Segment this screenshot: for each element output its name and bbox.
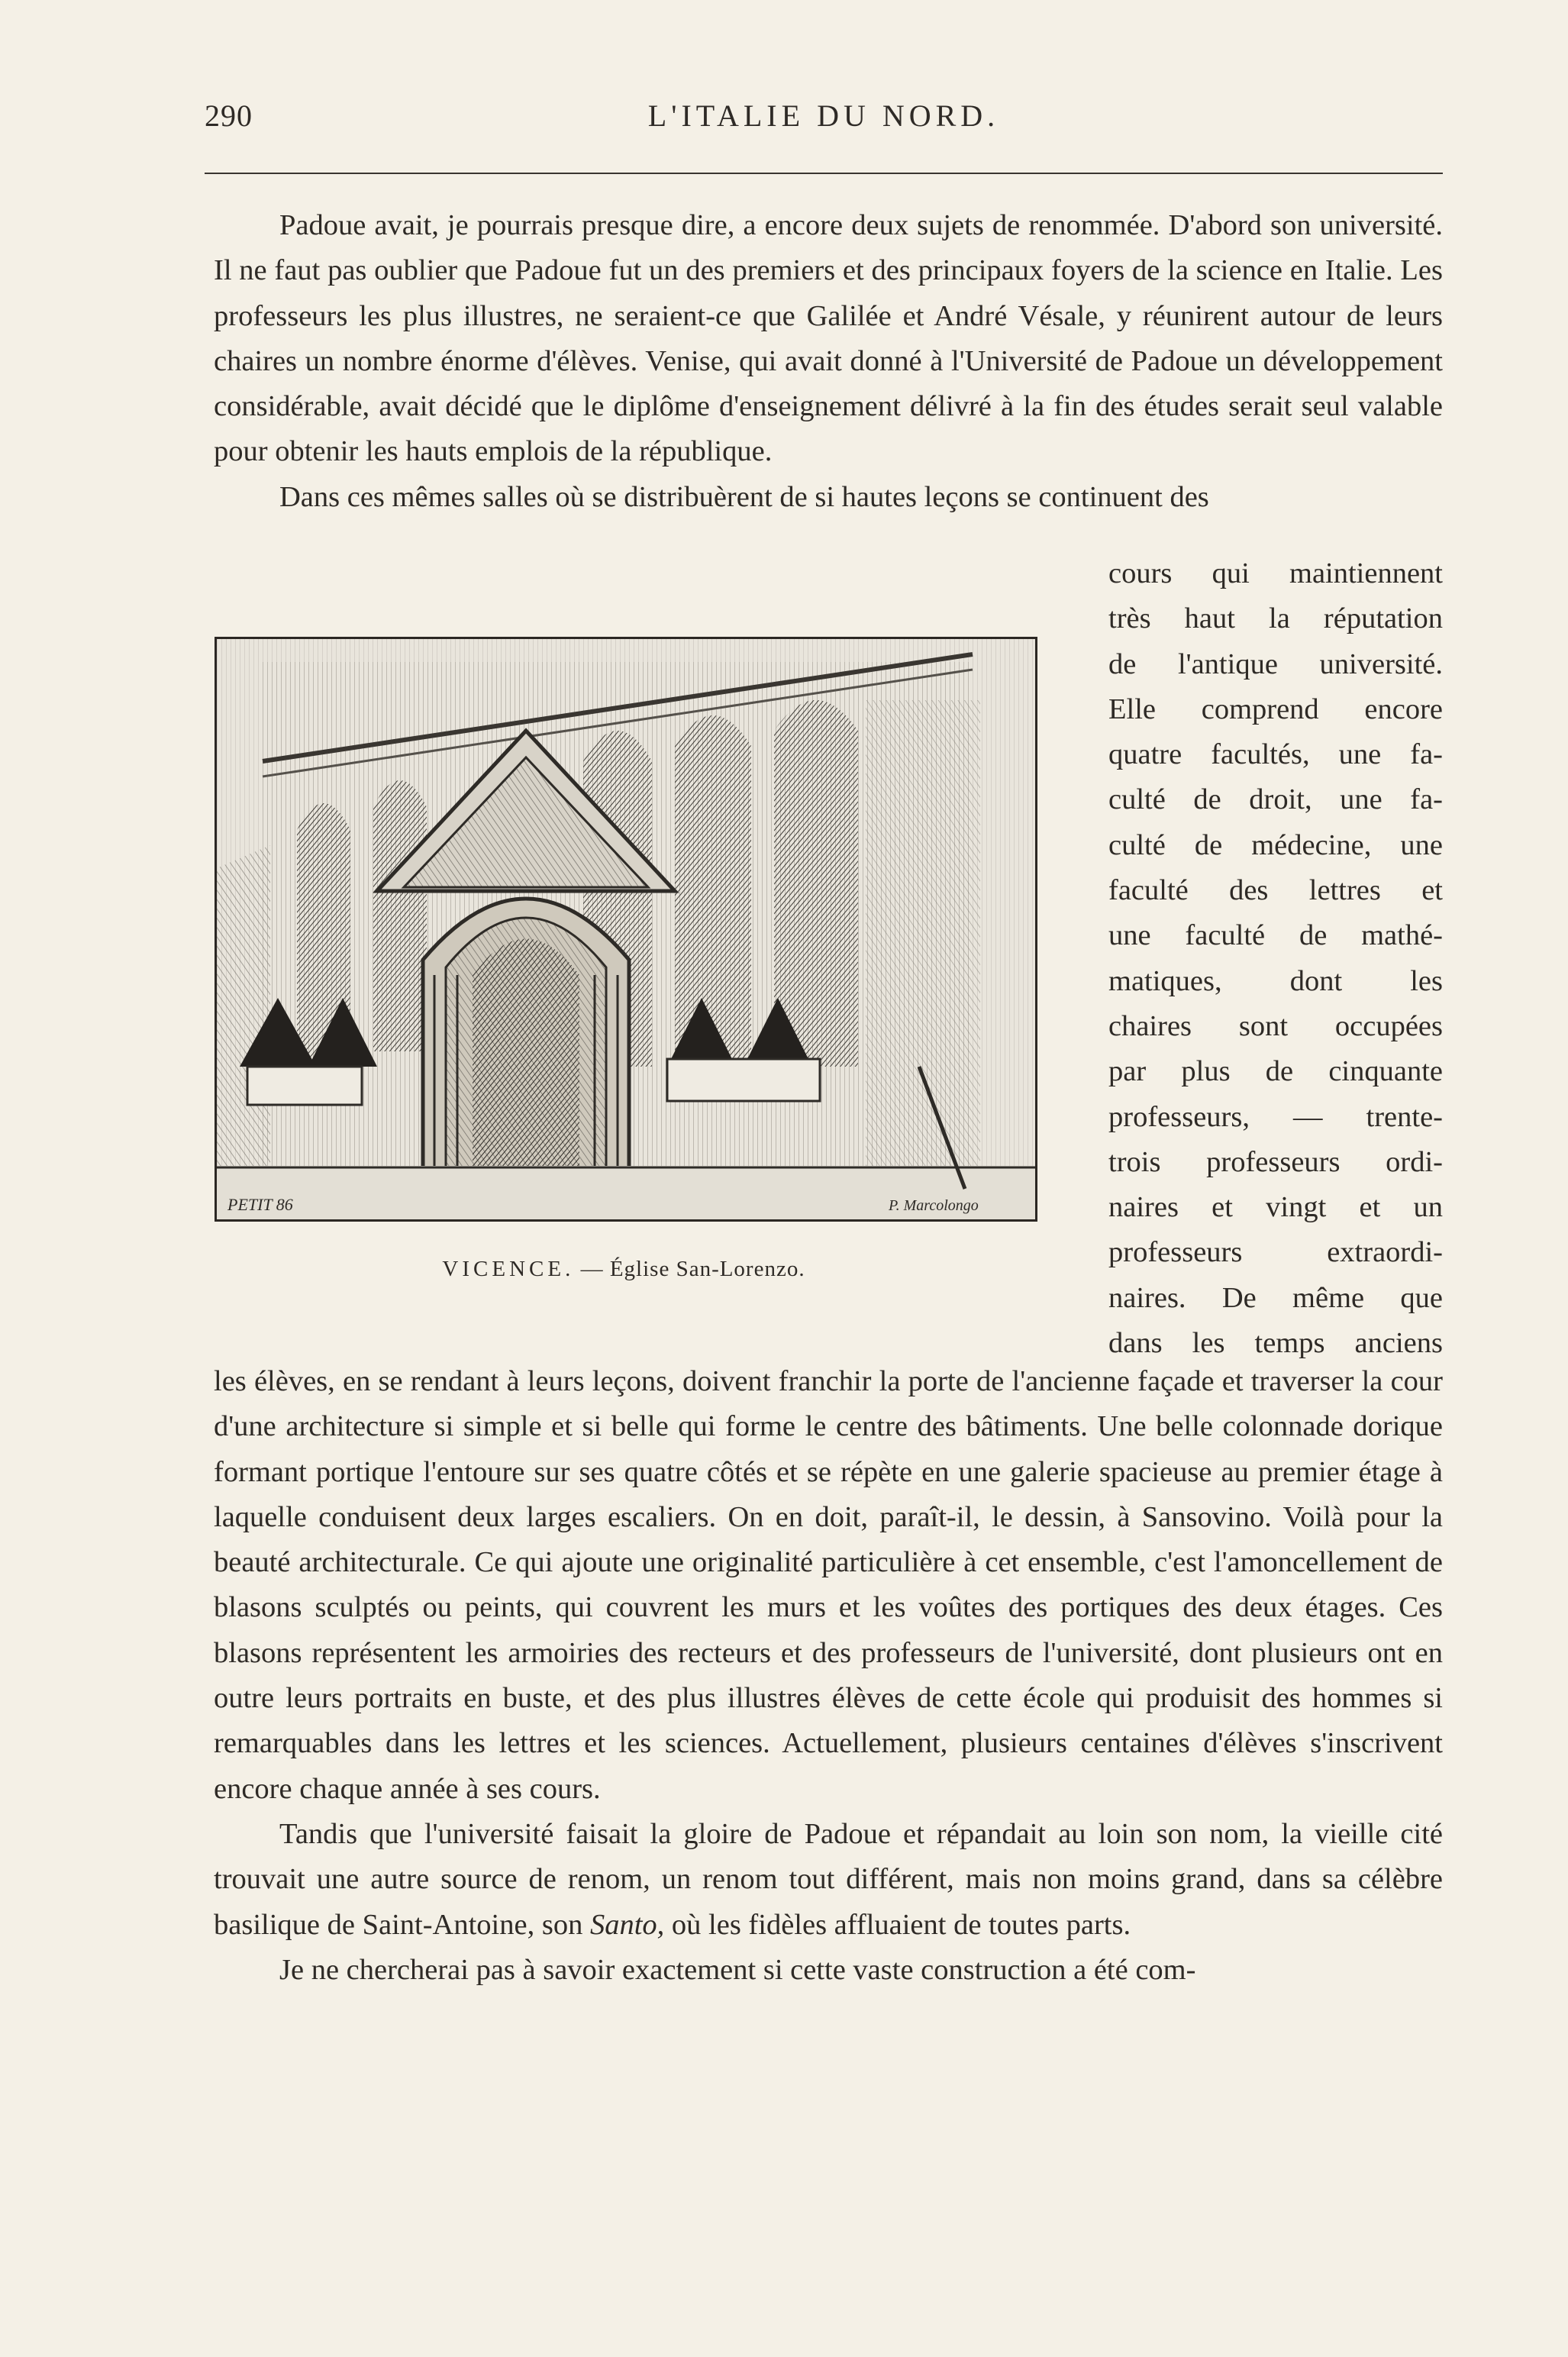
text-block-bottom [214, 1359, 1443, 1993]
wrap-line: faculté des lettres et [1108, 874, 1443, 907]
paragraph-university: Padoue avait, je pourrais presque dire, a encore deux sujets de renommée. D'abord son université. Il ne faut pas oublier que Padoue fut un des premiers et des principaux foyers de la science en Italie. Les professeurs les plus illustres, ne seraient-ce que Galilée et André Vésale, y réunirent autour de leurs chaires un nombre énorme d'élèves. Venise, qui avait donné à l'Université de Padoue un développement considérable, avait décidé que le diplôme d'enseignement délivré à la fin des études serait seul valable pour obtenir les hauts emplois de la république. [214, 209, 1443, 468]
paragraph-santo [214, 1812, 1443, 1948]
wrap-line: matiques, dont les [1108, 964, 1443, 997]
wrap-line: professeurs extraordi- [1108, 1236, 1443, 1269]
wrap-line: Elle comprend encore [1108, 693, 1443, 725]
wrap-line: professeurs, — trente- [1108, 1100, 1443, 1133]
header-rule [205, 173, 1443, 174]
page-number: 290 [205, 98, 253, 133]
wrap-line: quatre facultés, une fa- [1108, 738, 1443, 771]
engraver-signature-left: PETIT 86 [227, 1195, 293, 1214]
wrapped-text-column [1108, 551, 1443, 1366]
wrap-line: une faculté de mathé- [1108, 919, 1443, 952]
paragraph-last-line: Je ne chercherai pas à savoir exactement si cette vaste construction a été com- [279, 1953, 1196, 1986]
wrap-line: cours qui maintiennent [1108, 557, 1443, 589]
paragraph-salles-start: Dans ces mêmes salles où se distribuèrent de si hautes leçons se continuent des [279, 480, 1209, 513]
church-facade-illustration [217, 639, 1035, 1219]
wrap-line: naires. De même que [1108, 1281, 1443, 1314]
running-head [205, 98, 1443, 144]
wrap-line: par plus de cinquante [1108, 1055, 1443, 1088]
wrap-line: trois professeurs ordi- [1108, 1145, 1443, 1178]
paragraph-courtyard: les élèves, en se rendant à leurs leçons, doivent franchir la porte de l'ancienne façade et traverser la cour d'une architecture si simple et si belle qui forme le centre des bâtiments. Une belle colonnade dorique formant portique l'entoure sur ses quatre côtés et se répète en une galerie spacieuse au premier étage à laquelle conduisent deux larges escaliers. On en doit, paraît-il, le dessin, à Sansovino. Voilà pour la beauté architecturale. Ce qui ajoute une originalité particulière à cet ensemble, c'est l'amoncellement de blasons sculptés ou peints, qui couvrent les murs et les voûtes des portiques des deux étages. Ces blasons représentent les armoiries des recteurs et des professeurs de l'université, dont plusieurs ont en outre leurs portraits en buste, et des plus illustres élèves de cette école qui produisit des hommes si remarquables dans les lettres et les sciences. Actuellement, plusieurs centaines d'élèves s'inscrivent encore chaque année à ses cours. [214, 1365, 1443, 1805]
wrap-line: de l'antique université. [1108, 647, 1443, 680]
text-block-top [214, 203, 1443, 520]
wrap-line: culté de droit, une fa- [1108, 783, 1443, 816]
figure-caption [215, 1257, 1033, 1282]
caption-place: VICENCE. [442, 1257, 575, 1281]
caption-dash: — [574, 1257, 610, 1281]
wrap-line: très haut la réputation [1108, 602, 1443, 635]
wrap-line: naires et vingt et un [1108, 1191, 1443, 1224]
santo-text-a: Tandis que l'université faisait la gloire de Padoue et répandait au loin son nom, la vieille cité trouvait une autre source de renom, un renom tout différent, mais non moins grand, dans sa célèbre basilique de Saint-Antoine, son [214, 1817, 1443, 1941]
wrap-line: dans les temps anciens [1108, 1327, 1443, 1360]
engraving-san-lorenzo [215, 637, 1037, 1222]
santo-text-b: où les fidèles affluaient de toutes parts. [671, 1908, 1131, 1941]
caption-title: Église San-Lorenzo. [609, 1257, 805, 1281]
running-title: L'ITALIE DU NORD. [647, 98, 1000, 133]
santo-italic: Santo, [589, 1908, 665, 1941]
engraver-signature-right: P. Marcolongo [889, 1197, 979, 1214]
wrap-line: culté de médecine, une [1108, 828, 1443, 861]
wrap-line: chaires sont occupées [1108, 1009, 1443, 1042]
